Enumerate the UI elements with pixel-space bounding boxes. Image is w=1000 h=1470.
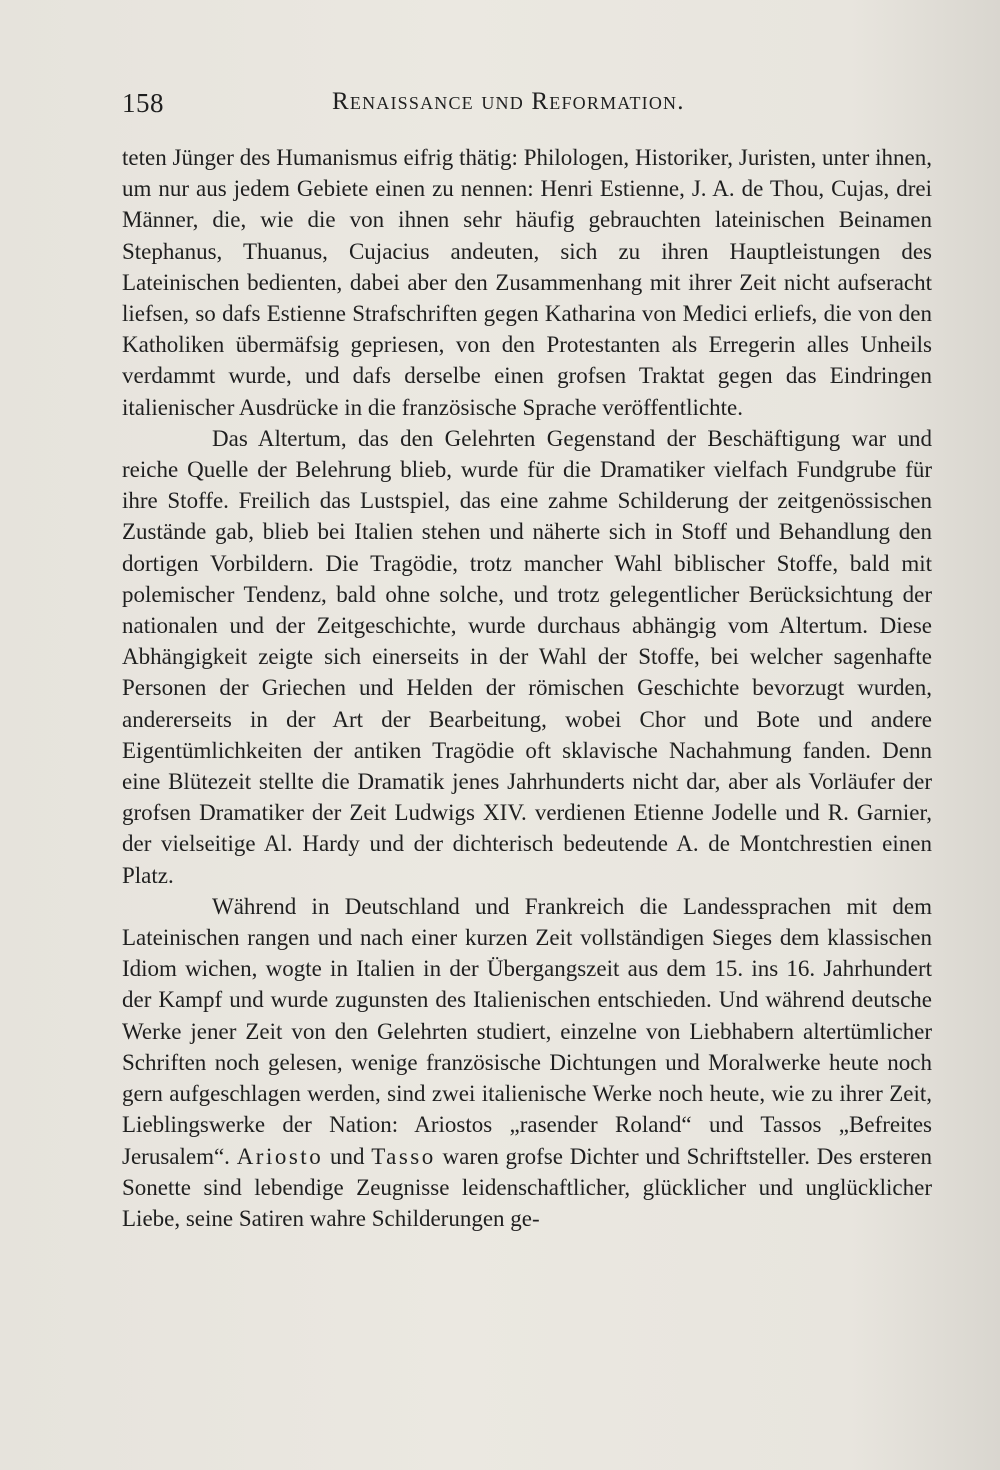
spaced-name: Tasso bbox=[371, 1143, 436, 1169]
page-number: 158 bbox=[122, 88, 164, 118]
text-run: teten Jünger des Humanismus eifrig thätig: Philologen, Historiker, Juristen, unter ihnen, um nur aus jedem Gebiete einen zu nennen: Henri Estienne, J. A. de Thou, Cujas, drei Männer, die, wie die von ihnen sehr häufig gebrauchten lateinischen Beinamen Stephanus, Thuanus, Cujacius andeuten, sich zu ihren Hauptleistungen des Lateinischen bedienten, dabei aber den Zusammenhang mit ihrer Zeit nicht aufseracht liefsen, so dafs Estienne Strafschriften gegen Katharina von Medici erliefs, die von den Katholiken übermäfsig gepriesen, von den Protestanten als Erregerin alles Unheils verdammt wurde, und dafs derselbe einen grofsen Traktat gegen das Eindringen italienischer Ausdrücke in die französische Sprache veröffentlichte. bbox=[122, 145, 932, 420]
spaced-name: Ariosto bbox=[236, 1143, 324, 1169]
text-run: Das Altertum, das den Gelehrten Gegenstand der Beschäftigung war und reiche Quelle der Belehrung blieb, wurde für die Dramatiker vielfach Fundgrube für ihre Stoffe. Freilich das Lustspiel, das eine zahme Schilderung der zeitgenössischen Zustände gab, blieb bei Italien stehen und näherte sich in Stoff und Behandlung den dortigen Vorbildern. Die Tragödie, trotz mancher Wahl biblischer Stoffe, bald mit polemischer Tendenz, bald ohne solche, und trotz gelegentlicher Berücksichtung der nationalen und der Zeitgeschichte, wurde durchaus abhängig vom Altertum. Diese Abhängigkeit zeigte sich einerseits in der Wahl der Stoffe, bei welcher sagenhafte Personen der Griechen und Helden der römischen Geschichte bevorzugt wurden, andererseits in der Art der Bearbeitung, wobei Chor und Bote und andere Eigentümlichkeiten der antiken Tragödie oft sklavische Nachahmung fanden. Denn eine Blütezeit stellte die Dramatik jenes Jahrhunderts nicht dar, aber als Vorläufer der grofsen Dramatiker der Zeit Ludwigs XIV. verdienen Etienne Jodelle und R. Garnier, der vielseitige Al. Hardy und der dichterisch bedeutende A. de Montchrestien einen Platz. bbox=[122, 425, 932, 888]
text-run: Während in Deutschland und Frankreich die Landessprachen mit dem Lateinischen rangen und nach einer kurzen Zeit vollständigen Sieges dem klassischen Idiom wichen, wogte in Italien in der Übergangszeit aus dem 15. ins 16. Jahrhundert der Kampf und wurde zugunsten des Italienischen entschieden. Und während deutsche Werke jener Zeit von den Gelehrten studiert, einzelne von Liebhabern altertümlicher Schriften noch gelesen, wenige französische Dichtungen und Moralwerke heute noch gern aufgeschlagen werden, sind zwei italienische Werke noch heute, wie zu ihrer Zeit, Lieblingswerke der Nation: Ariostos „rasender Roland“ und Tassos „Befreites Jerusalem“. bbox=[122, 893, 932, 1169]
paragraph bbox=[122, 423, 932, 891]
text-run: und bbox=[323, 1143, 372, 1169]
paragraph bbox=[122, 891, 932, 1234]
running-title: Renaissance und Reformation. bbox=[332, 88, 685, 115]
text-run: waren grofse Dichter und Schriftsteller. Des ersteren Sonette sind lebendige Zeugnisse leidenschaftlicher, glücklicher und unglücklicher Liebe, seine Satiren wahre Schilderungen ge- bbox=[122, 1143, 932, 1231]
running-head bbox=[122, 88, 922, 124]
body-text bbox=[122, 142, 932, 1234]
paragraph bbox=[122, 142, 932, 423]
